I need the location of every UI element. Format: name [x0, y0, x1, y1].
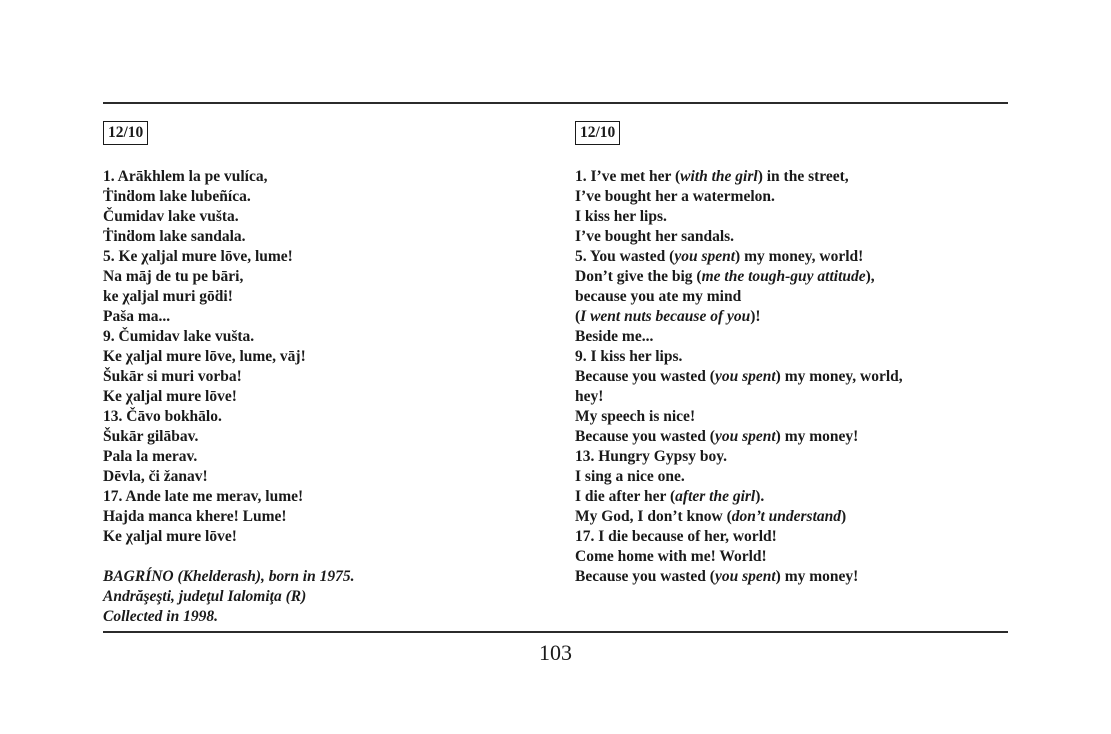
translation-line — [575, 187, 1015, 207]
translation-line — [575, 227, 1015, 247]
gloss-segment: me the tough-guy attitude — [701, 268, 866, 285]
text-segment: 17. I die because of her, world! — [575, 528, 777, 545]
lyric-line: 1. Arākhlem la pe vulíca, — [103, 168, 268, 185]
gloss-segment: you spent — [674, 248, 736, 265]
translation-line — [575, 247, 1015, 267]
text-segment: 1. I’ve met her ( — [575, 168, 681, 185]
lyric-line: Ṫinḋom lake lubeñíca. — [103, 188, 251, 205]
translation-line — [575, 567, 1015, 587]
text-segment: ) my money, world! — [735, 248, 864, 265]
text-segment: because you ate my mind — [575, 288, 742, 305]
gloss-segment: I went nuts because of you — [580, 308, 751, 325]
gloss-segment: after the girl — [675, 488, 756, 505]
gloss-segment: you spent — [714, 568, 776, 585]
lyric-line: Dēvla, či žanav! — [103, 468, 208, 485]
bottom-rule — [103, 631, 1008, 633]
translation-line — [575, 307, 1015, 327]
translation-line — [575, 547, 1015, 567]
page-number: 103 — [539, 640, 572, 665]
text-segment: 9. I kiss her lips. — [575, 348, 683, 365]
lyric-line: Šukār si muri vorba! — [103, 368, 242, 385]
gloss-segment: you spent — [714, 368, 776, 385]
text-segment: Don’t give the big ( — [575, 268, 702, 285]
translation-line — [575, 287, 1015, 307]
text-segment: ) my money! — [775, 428, 859, 445]
lyric-line: Ke χaljal mure lōve, lume, vāj! — [103, 348, 306, 365]
text-segment: 5. You wasted ( — [575, 248, 675, 265]
translation-line — [575, 447, 1015, 467]
translation-line — [575, 347, 1015, 367]
lyric-line: 5. Ke χaljal mure lōve, lume! — [103, 248, 293, 265]
text-segment: My God, I don’t know ( — [575, 508, 732, 525]
text-segment: I’ve bought her sandals. — [575, 228, 735, 245]
text-segment: ). — [755, 488, 765, 505]
lyric-line: Ke χaljal mure lōve! — [103, 388, 237, 405]
translation-line — [575, 487, 1015, 507]
translation-line — [575, 527, 1015, 547]
lyric-line: Na māj de tu pe bāri, — [103, 268, 244, 285]
lyric-line: Ṫinḋom lake sandala. — [103, 228, 246, 245]
gloss-segment: with the girl — [680, 168, 758, 185]
translation-line — [575, 427, 1015, 447]
credit-line: BAGRÍNO (Khelderash), born in 1975. — [103, 568, 355, 585]
text-segment: ) my money, world, — [775, 368, 903, 385]
translation-line — [575, 387, 1015, 407]
english-translation — [575, 167, 1015, 587]
translation-line — [575, 467, 1015, 487]
text-segment: ) my money! — [775, 568, 859, 585]
text-segment: ), — [865, 268, 875, 285]
credit-line: Andrăşeşti, judeţul Ialomiţa (R) — [103, 588, 307, 605]
song-number-tag: 12/10 — [103, 121, 148, 145]
translation-line — [575, 367, 1015, 387]
performer-credits — [103, 567, 543, 627]
text-segment: Beside me... — [575, 328, 654, 345]
song-number-tag: 12/10 — [575, 121, 620, 145]
text-segment: )! — [750, 308, 761, 325]
translation-line — [575, 267, 1015, 287]
lyric-line: 13. Čāvo bokhālo. — [103, 408, 222, 425]
text-segment: I kiss her lips. — [575, 208, 667, 225]
lyric-line: Šukār gilābav. — [103, 428, 199, 445]
text-segment: ) — [841, 508, 847, 525]
top-rule — [103, 102, 1008, 104]
text-segment: ) in the street, — [757, 168, 849, 185]
text-segment: hey! — [575, 388, 604, 405]
lyric-line: Čumidav lake vušta. — [103, 208, 239, 225]
lyric-line: Ke χaljal mure lōve! — [103, 528, 237, 545]
lyric-line: Pala la merav. — [103, 448, 198, 465]
text-segment: ( — [575, 308, 581, 325]
text-segment: Because you wasted ( — [575, 428, 715, 445]
lyric-line: Hajda manca khere! Lume! — [103, 508, 287, 525]
text-segment: My speech is nice! — [575, 408, 696, 425]
text-segment: Because you wasted ( — [575, 368, 715, 385]
translation-line — [575, 167, 1015, 187]
translation-line — [575, 327, 1015, 347]
lyric-line: Paša ma... — [103, 308, 171, 325]
lyric-line: ke χaljal muri gōḋi! — [103, 288, 233, 305]
text-segment: I die after her ( — [575, 488, 676, 505]
romani-lyrics — [103, 167, 543, 547]
gloss-segment: you spent — [714, 428, 776, 445]
text-segment: I sing a nice one. — [575, 468, 685, 485]
translation-line — [575, 507, 1015, 527]
text-segment: I’ve bought her a watermelon. — [575, 188, 775, 205]
romani-column — [103, 121, 543, 627]
text-segment: 13. Hungry Gypsy boy. — [575, 448, 728, 465]
gloss-segment: don’t understand — [731, 508, 841, 525]
credit-line: Collected in 1998. — [103, 608, 218, 625]
translation-line — [575, 407, 1015, 427]
english-column — [575, 121, 1015, 587]
text-segment: Come home with me! World! — [575, 548, 767, 565]
lyric-line: 9. Čumidav lake vušta. — [103, 328, 255, 345]
text-segment: Because you wasted ( — [575, 568, 715, 585]
translation-line — [575, 207, 1015, 227]
lyric-line: 17. Ande late me merav, lume! — [103, 488, 304, 505]
